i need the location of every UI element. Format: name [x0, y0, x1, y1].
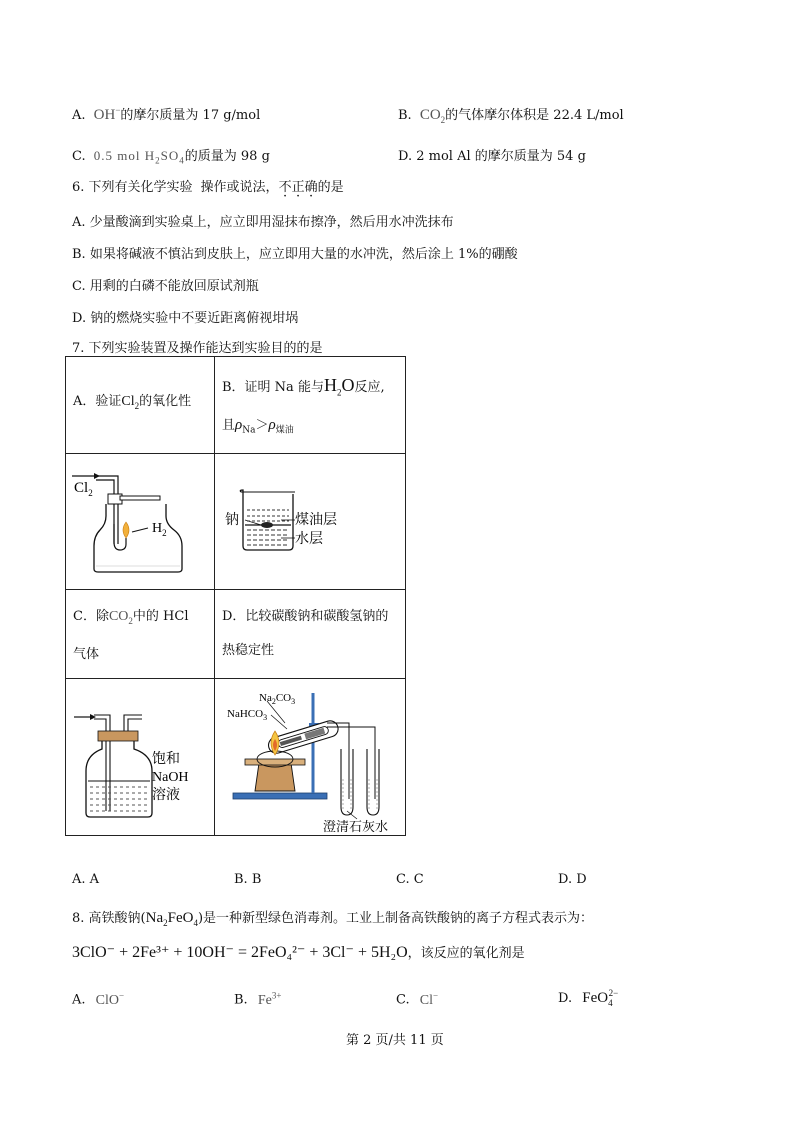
formula-oh: OH−: [93, 105, 121, 123]
q6-option-d: D. 钠的燃烧实验中不要近距离俯视坩埚: [72, 311, 299, 326]
page-number: 第 2 页/共 11 页: [346, 1033, 444, 1048]
option-text: 2 mol Al 的摩尔质量为 54 g: [416, 149, 586, 164]
sodium-label: 钠: [225, 512, 239, 528]
cell-b-title: B．证明 Na 能与$H_2O$反应, 且$\rho_{Na}>\rho_{煤油}$: [215, 357, 406, 454]
q7-answer-a: A. A: [72, 872, 100, 887]
q8-option-a: A. ClO−: [72, 990, 125, 1008]
kerosene-layer-label: 煤油层: [295, 512, 337, 528]
option-text: 的气体摩尔体积是 22.4 L/mol: [445, 108, 624, 123]
q7-answer-c: C. C: [396, 872, 424, 887]
q5-option-a: [72, 104, 260, 124]
q8-stem: 8. 高铁酸钠$(Na_2FeO_4)$是一种新型绿色消毒剂。工业上制备高铁酸钠的离子方程式表示为：: [72, 910, 594, 928]
nahco3-label: NaHCO$_3$: [227, 707, 268, 722]
figure-d-heating-setup: [215, 679, 406, 835]
na2co3-label: $Na_2CO_3$: [259, 691, 296, 706]
solution-label: 溶液: [152, 786, 180, 803]
q7-answer-b: B. B: [234, 872, 262, 887]
q6-option-b: B. 如果将碱液不慎沾到皮肤上，应立即用大量的水冲洗，然后涂上 1%的硼酸: [72, 247, 518, 262]
option-text: 的摩尔质量为 17 g/mol: [120, 108, 261, 123]
figure-d-cell: [215, 678, 406, 835]
figure-c-cell: [66, 678, 215, 835]
q5-option-c: [72, 145, 270, 166]
saturated-label: 饱和: [152, 750, 180, 767]
h2-label: $H_2$: [152, 521, 167, 538]
figure-c-wash-bottle: [66, 679, 215, 835]
q6-stem: [72, 176, 344, 195]
ionic-equation: 3ClO⁻ + 2Fe³⁺ + 10OH⁻ = 2FeO₄²⁻ + 3Cl⁻ + 5H₂O: [72, 944, 408, 961]
q8-option-c: C. Cl−: [396, 990, 439, 1008]
q5-option-b: [398, 104, 624, 125]
q7-experiment-table: [65, 356, 406, 836]
option-label: D.: [398, 149, 413, 164]
option-text: 的质量为 98 g: [184, 149, 270, 164]
q8-equation-line: [72, 942, 525, 962]
formula-co2: $CO_2$: [419, 107, 446, 125]
figure-a-gas-jar: [66, 454, 215, 589]
cell-c-title: C．除$CO_2$中的 HCl 气体: [66, 590, 215, 679]
figure-b-cell: [215, 454, 406, 590]
q6-option-c: C. 用剩的白磷不能放回原试剂瓶: [72, 279, 259, 294]
cell-d-title: D．比较碳酸钠和碳酸氢钠的 热稳定性: [215, 590, 406, 679]
limewater-label: 澄清石灰水: [323, 819, 389, 835]
figure-a-cell: [66, 454, 215, 590]
q5-option-d: [398, 145, 586, 164]
naoh-label: NaOH: [152, 769, 189, 785]
q7-answer-d: D. D: [558, 872, 587, 887]
q6-emphasis: 不正确: [278, 180, 318, 195]
option-label: B.: [398, 108, 412, 123]
cl2-label: $Cl_2$: [74, 480, 93, 498]
q6-option-a: A. 少量酸滴到实验桌上，应立即用湿抹布擦净，然后用水冲洗抹布: [72, 215, 454, 230]
q6-stem-end: 的是: [317, 180, 344, 195]
water-layer-label: 水层: [295, 531, 323, 547]
cell-a-title: A．验证$Cl_2$的氧化性: [66, 357, 215, 454]
option-label: C.: [72, 149, 86, 164]
q8-option-d: D. FeO$_4^{2-}$: [558, 988, 619, 1008]
q6-stem-mid: 操作或说法，: [200, 180, 279, 195]
formula-h2so4: 0.5 mol $H_2SO_4$: [93, 148, 185, 166]
q7-stem: 7. 下列实验装置及操作能达到实验目的的是: [72, 341, 323, 356]
q8-question: ，该反应的氧化剂是: [407, 946, 525, 961]
option-label: A.: [72, 108, 86, 123]
figure-b-beaker: [215, 454, 406, 589]
q6-stem-start: 6. 下列有关化学实验: [72, 180, 193, 195]
q8-option-b: B. $Fe^{3+}$: [234, 990, 282, 1008]
